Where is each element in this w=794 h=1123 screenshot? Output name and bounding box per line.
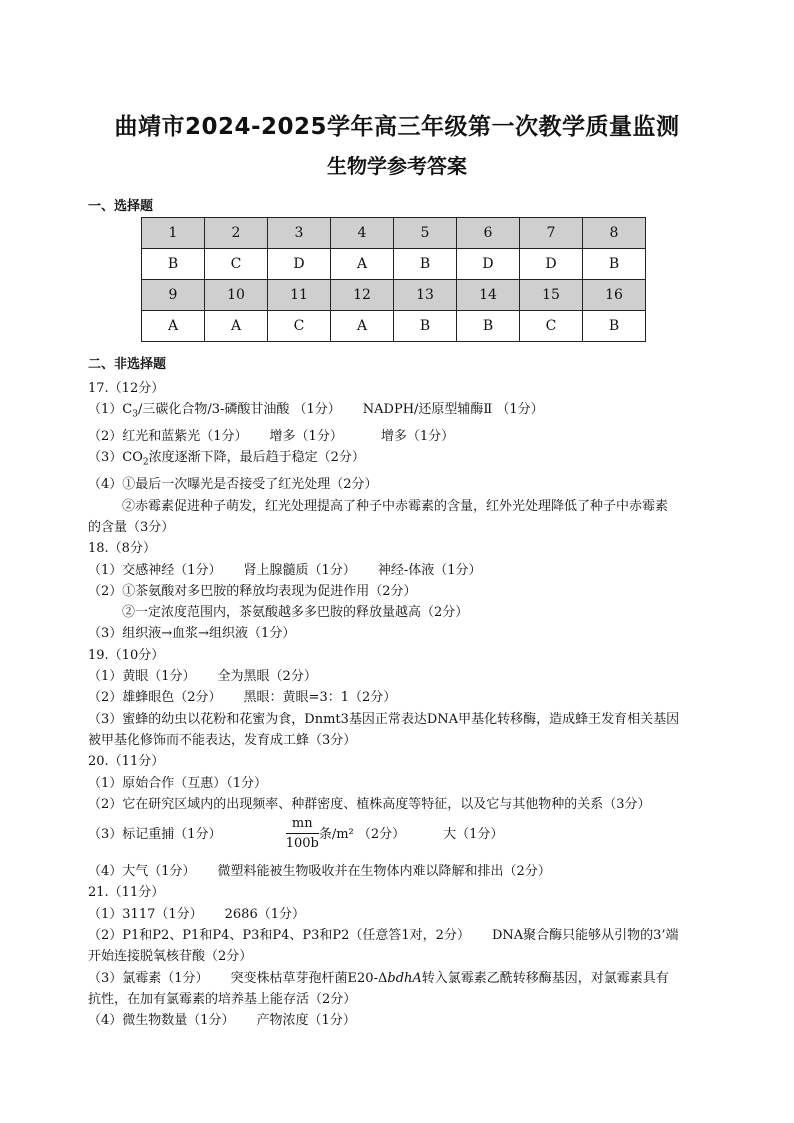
question-number: 14 [457,280,520,311]
table-row [142,311,646,342]
q21-heading: 21.（11分） [88,885,165,901]
question-number: 15 [520,280,583,311]
question-number: 8 [583,218,646,249]
q17-line-6: 的含量（3分） [88,519,175,535]
answer-cell: B [583,249,646,280]
question-number: 3 [268,218,331,249]
question-number: 4 [331,218,394,249]
answer-cell: D [520,249,583,280]
answer-cell: A [331,311,394,342]
answer-cell: B [394,249,457,280]
section-multiple-choice: 一、选择题 [88,199,154,214]
q17-line-3: $(3)CO_2$浓度逐渐下降，最后趋于稳定（2分） [88,450,365,469]
q21-line-4: （3）氯霉素（1分） 突变株枯草芽孢杆菌E20-ΔbdhA转入氯霉素乙酰转移酶基因，对氯霉素具有 [88,970,669,986]
answer-cell: D [268,249,331,280]
q19-line-4: 被甲基化修饰而不能表达，发育成工蜂（3分） [88,732,357,748]
answer-cell: A [205,311,268,342]
q20-line-3: （3）标记重捕（1分） $\frac{mn}{100b}$ 条/m² （2分） 大（1分） [88,815,708,861]
q19-line-1: （1）黄眼（1分） 全为黑眼（2分） [88,669,317,685]
answer-cell: B [394,311,457,342]
q18-line-4: （3）组织液→血浆→组织液（1分） [88,626,296,642]
q18-heading: 18.（8分） [88,541,156,557]
answer-cell: B [457,311,520,342]
q20-line-2: （2）它在研究区域内的出现频率、种群密度、植株高度等特征，以及它与其他物种的关系（3分） [88,796,651,812]
question-number: 7 [520,218,583,249]
answers-body [88,378,708,1032]
answer-cell: A [331,249,394,280]
fraction: $\frac{mn}{100b}$ [285,816,319,852]
question-number: 11 [268,280,331,311]
answer-table [141,217,646,342]
table-row [142,218,646,249]
q20-line-1: （1）原始合作（互惠）（1分） [88,775,268,791]
q17-line-5: ②赤霉素促进种子萌发，红光处理提高了种子中赤霉素的含量，红外光处理降低了种子中赤霉素 [122,498,669,514]
answer-cell: A [142,311,205,342]
q20-heading: 20.（11分） [88,754,165,770]
question-number: 9 [142,280,205,311]
q21-line-1: （1）3117（1分） 2686（1分） [88,906,305,922]
question-number: 13 [394,280,457,311]
question-number: 12 [331,280,394,311]
section-non-choice: 二、非选择题 [88,357,167,372]
q19-line-3: （3）蜜蜂的幼虫以花粉和花蜜为食，Dnmt3基因正常表达DNA甲基化转移酶，造成蜂王发育相关基因 [88,711,680,727]
answer-cell: D [457,249,520,280]
answer-cell: C [205,249,268,280]
answer-cell: B [583,311,646,342]
q17-heading: 17.（12分） [88,381,165,396]
table-row [142,249,646,280]
q17-line-1: $(1)C_3/$三碳化合物/3-磷酸甘油酸 （1分） NADPH/还原型辅酶Ⅱ （1分） [88,402,544,420]
q19-heading: 19.（10分） [88,647,165,663]
q18-line-3: ②一定浓度范围内，茶氨酸越多多巴胺的释放量越高（2分） [122,605,469,621]
question-number: 1 [142,218,205,249]
q17-line-2: （2）红光和蓝紫光（1分） 增多（1分） 增多（1分） [88,429,455,445]
answer-cell: C [520,311,583,342]
question-number: 6 [457,218,520,249]
page-title: 曲靖市2024-2025学年高三年级第一次教学质量监测 [114,114,680,140]
q21-line-3: 开始连接脱氧核苷酸（2分） [88,949,253,965]
answer-cell: C [268,311,331,342]
answer-cell: B [142,249,205,280]
q21-line-6: （4）微生物数量（1分） 产物浓度（1分） [88,1013,356,1029]
question-number: 5 [394,218,457,249]
q21-line-2: （2）P1和P2、P1和P4、P3和P4、P3和P2（任意答1对，2分） DNA聚合酶只能够从引物的3’端 [88,928,679,944]
q19-line-2: （2）雄蜂眼色（2分） 黑眼：黄眼=3：1（2分） [88,690,397,706]
q18-line-1: （1）交感神经（1分） 肾上腺髓质（1分） 神经-体液（1分） [88,562,482,578]
question-number: 16 [583,280,646,311]
question-number: 10 [205,280,268,311]
table-row [142,280,646,311]
q20-line-4: （4）大气（1分） 微塑料能被生物吸收并在生物体内难以降解和排出（2分） [88,864,551,880]
question-number: 2 [205,218,268,249]
q17-line-4: （4）①最后一次曝光是否接受了红光处理（2分） [88,477,378,493]
q21-line-5: 抗性，在加有氯霉素的培养基上能存活（2分） [88,991,357,1007]
q18-line-2: （2）①茶氨酸对多巴胺的释放均表现为促进作用（2分） [88,583,417,599]
page-subtitle: 生物学参考答案 [327,154,467,178]
